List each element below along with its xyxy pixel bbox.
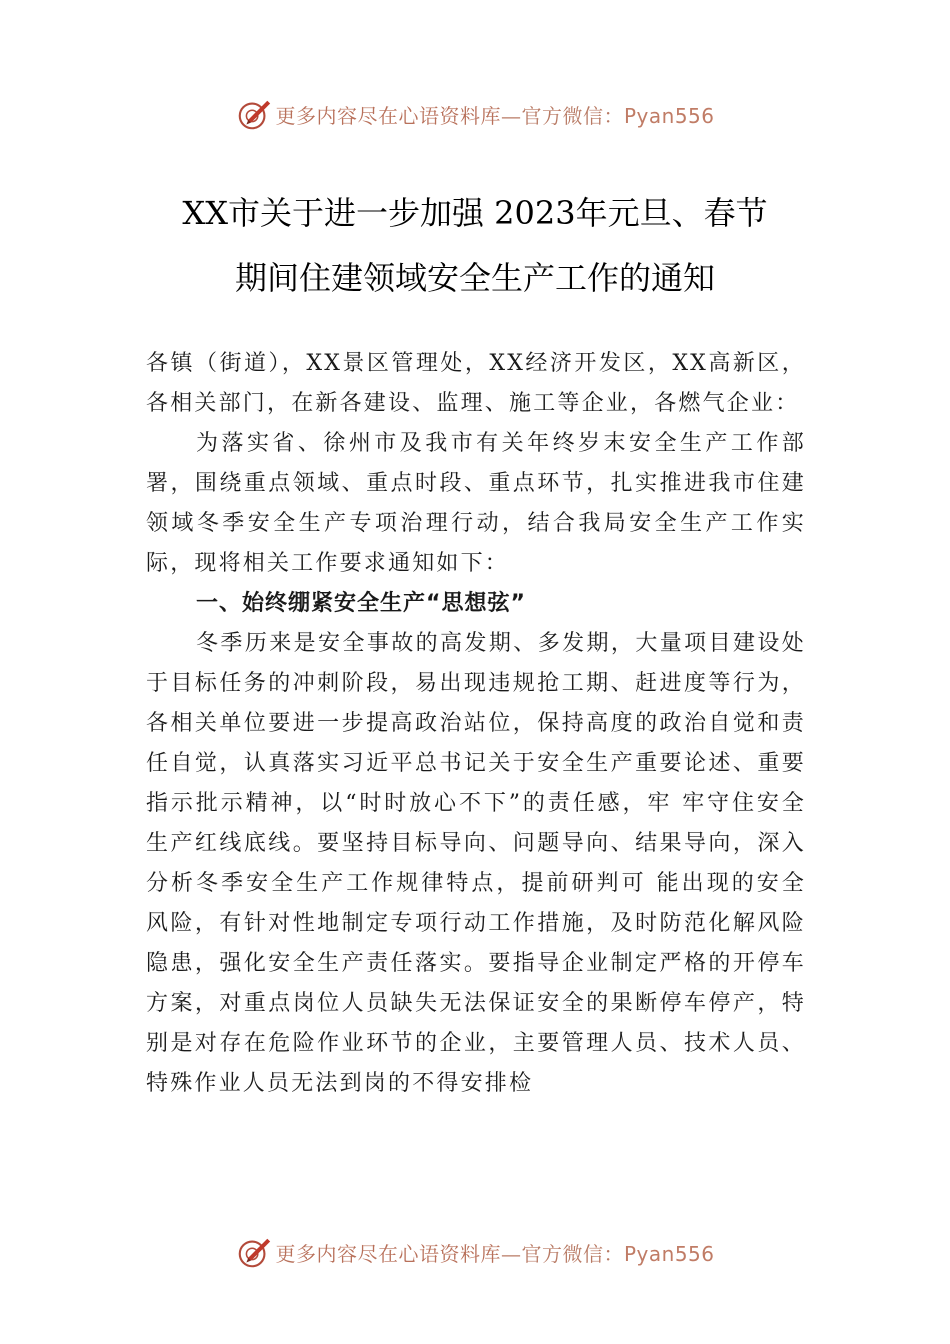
intro-paragraph: 为落实省、徐州市及我市有关年终岁末安全生产工作部署，围绕重点领域、重点时段、重点环节，扎实推进我市住建领域冬季安全生产专项治理行动，结合我局安全生产工作实际，现将相关工作要求通知如下： (146, 431, 806, 576)
pen-logo-icon (235, 1233, 273, 1271)
document-body (146, 344, 806, 1104)
salutation-paragraph: 各镇（街道），XX景区管理处，XX经济开发区，XX高新区，各相关部门，在新各建设、监理、施工等企业，各燃气企业： (146, 351, 806, 416)
header-watermark-banner (0, 94, 950, 134)
document-title-line-2: 期间住建领域安全生产工作的通知 (234, 259, 715, 297)
banner-text: 更多内容尽在心语资料库—官方微信：Pyan556 (275, 1241, 715, 1266)
pen-logo-icon (235, 95, 273, 133)
section-1-heading: 一、始终绷紧安全生产“思想弦” (196, 591, 526, 616)
footer-watermark-banner (0, 1232, 950, 1272)
banner-text: 更多内容尽在心语资料库—官方微信：Pyan556 (275, 103, 715, 128)
section-1-paragraph: 冬季历来是安全事故的高发期、多发期，大量项目建设处于目标任务的冲刺阶段，易出现违规抢工期、赶进度等行为，各相关单位要进一步提高政治站位，保持高度的政治自觉和责任自觉，认真落实习近平总书记关于安全生产重要论述、重要指示批示精神，以“时时放心不下”的责任感，牢 牢守住安全生产红线底线。要坚持目标导向、问题导向、结果导向，深入分析冬季安全生产工作规律特点，提前研判可 能出现的安全风险，有针对性地制定专项行动工作措施，及时防范化解风险隐患，强化安全生产责任落实。要指导企业制定严格的开停车方案，对重点岗位人员缺失无法保证安全的果断停车停产，特别是对存在危险作业环节的企业，主要管理人员、技术人员、特殊作业人员无法到岗的不得安排检 (146, 631, 806, 1096)
document-title-line-1: XX市关于进一步加强 2023年元旦、春节 (182, 194, 768, 232)
